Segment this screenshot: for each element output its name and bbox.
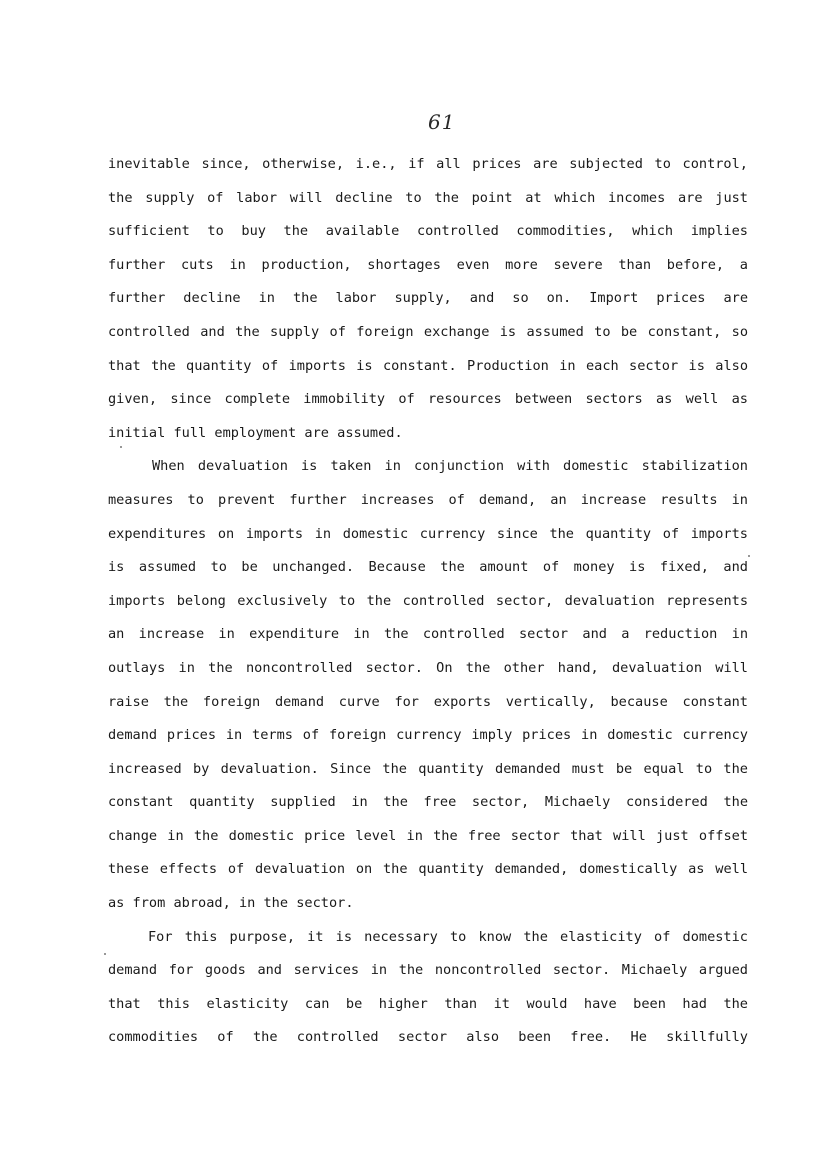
text-line: constant quantity supplied in the free sector, Michaely considered the <box>108 794 748 811</box>
scan-speck <box>104 953 106 955</box>
text-line: further cuts in production, shortages even more severe than before, a <box>108 256 748 273</box>
text-line: as from abroad, in the sector. <box>108 895 354 912</box>
text-line: change in the domestic price level in the free sector that will just offset <box>108 827 748 844</box>
text-line: inevitable since, otherwise, i.e., if all prices are subjected to control, <box>108 156 748 172</box>
text-line: sufficient to buy the available controlled commodities, which implies <box>108 223 748 240</box>
text-line: measures to prevent further increases of demand, an increase results in <box>108 491 748 508</box>
text-line: increased by devaluation. Since the quantity demanded must be equal to the <box>108 760 748 777</box>
text-line: is assumed to be unchanged. Because the amount of money is fixed, and <box>108 559 748 576</box>
text-line: initial full employment are assumed. <box>108 424 403 441</box>
scan-speck <box>120 446 122 448</box>
text-line: imports belong exclusively to the controlled sector, devaluation represents <box>108 592 748 609</box>
page-number: 61 <box>428 110 456 134</box>
text-line: raise the foreign demand curve for exports vertically, because constant <box>108 693 748 710</box>
text-line: that the quantity of imports is constant. Production in each sector is also <box>108 357 748 374</box>
text-line: that this elasticity can be higher than it would have been had the <box>108 995 748 1012</box>
text-line: commodities of the controlled sector also been free. He skillfully <box>108 1029 748 1046</box>
text-line: When devaluation is taken in conjunction with domestic stabilization <box>152 458 748 475</box>
text-line: expenditures on imports in domestic currency since the quantity of imports <box>108 525 748 542</box>
body-text <box>108 148 748 1055</box>
text-line: demand for goods and services in the noncontrolled sector. Michaely argued <box>108 962 748 979</box>
text-line: given, since complete immobility of resources between sectors as well as <box>108 391 748 408</box>
text-line: the supply of labor will decline to the point at which incomes are just <box>108 189 748 206</box>
text-line: an increase in expenditure in the controlled sector and a reduction in <box>108 626 748 643</box>
text-line: controlled and the supply of foreign exchange is assumed to be constant, so <box>108 323 748 340</box>
paragraph-2 <box>108 450 748 920</box>
paragraph-3 <box>108 921 748 1055</box>
scan-speck <box>748 555 750 557</box>
text-line: For this purpose, it is necessary to know the elasticity of domestic <box>148 928 748 945</box>
text-line: these effects of devaluation on the quantity demanded, domestically as well <box>108 861 748 878</box>
text-line: demand prices in terms of foreign currency imply prices in domestic currency <box>108 727 748 744</box>
paragraph-1 <box>108 148 748 450</box>
text-line: further decline in the labor supply, and so on. Import prices are <box>108 290 748 307</box>
text-line: outlays in the noncontrolled sector. On the other hand, devaluation will <box>108 659 748 676</box>
